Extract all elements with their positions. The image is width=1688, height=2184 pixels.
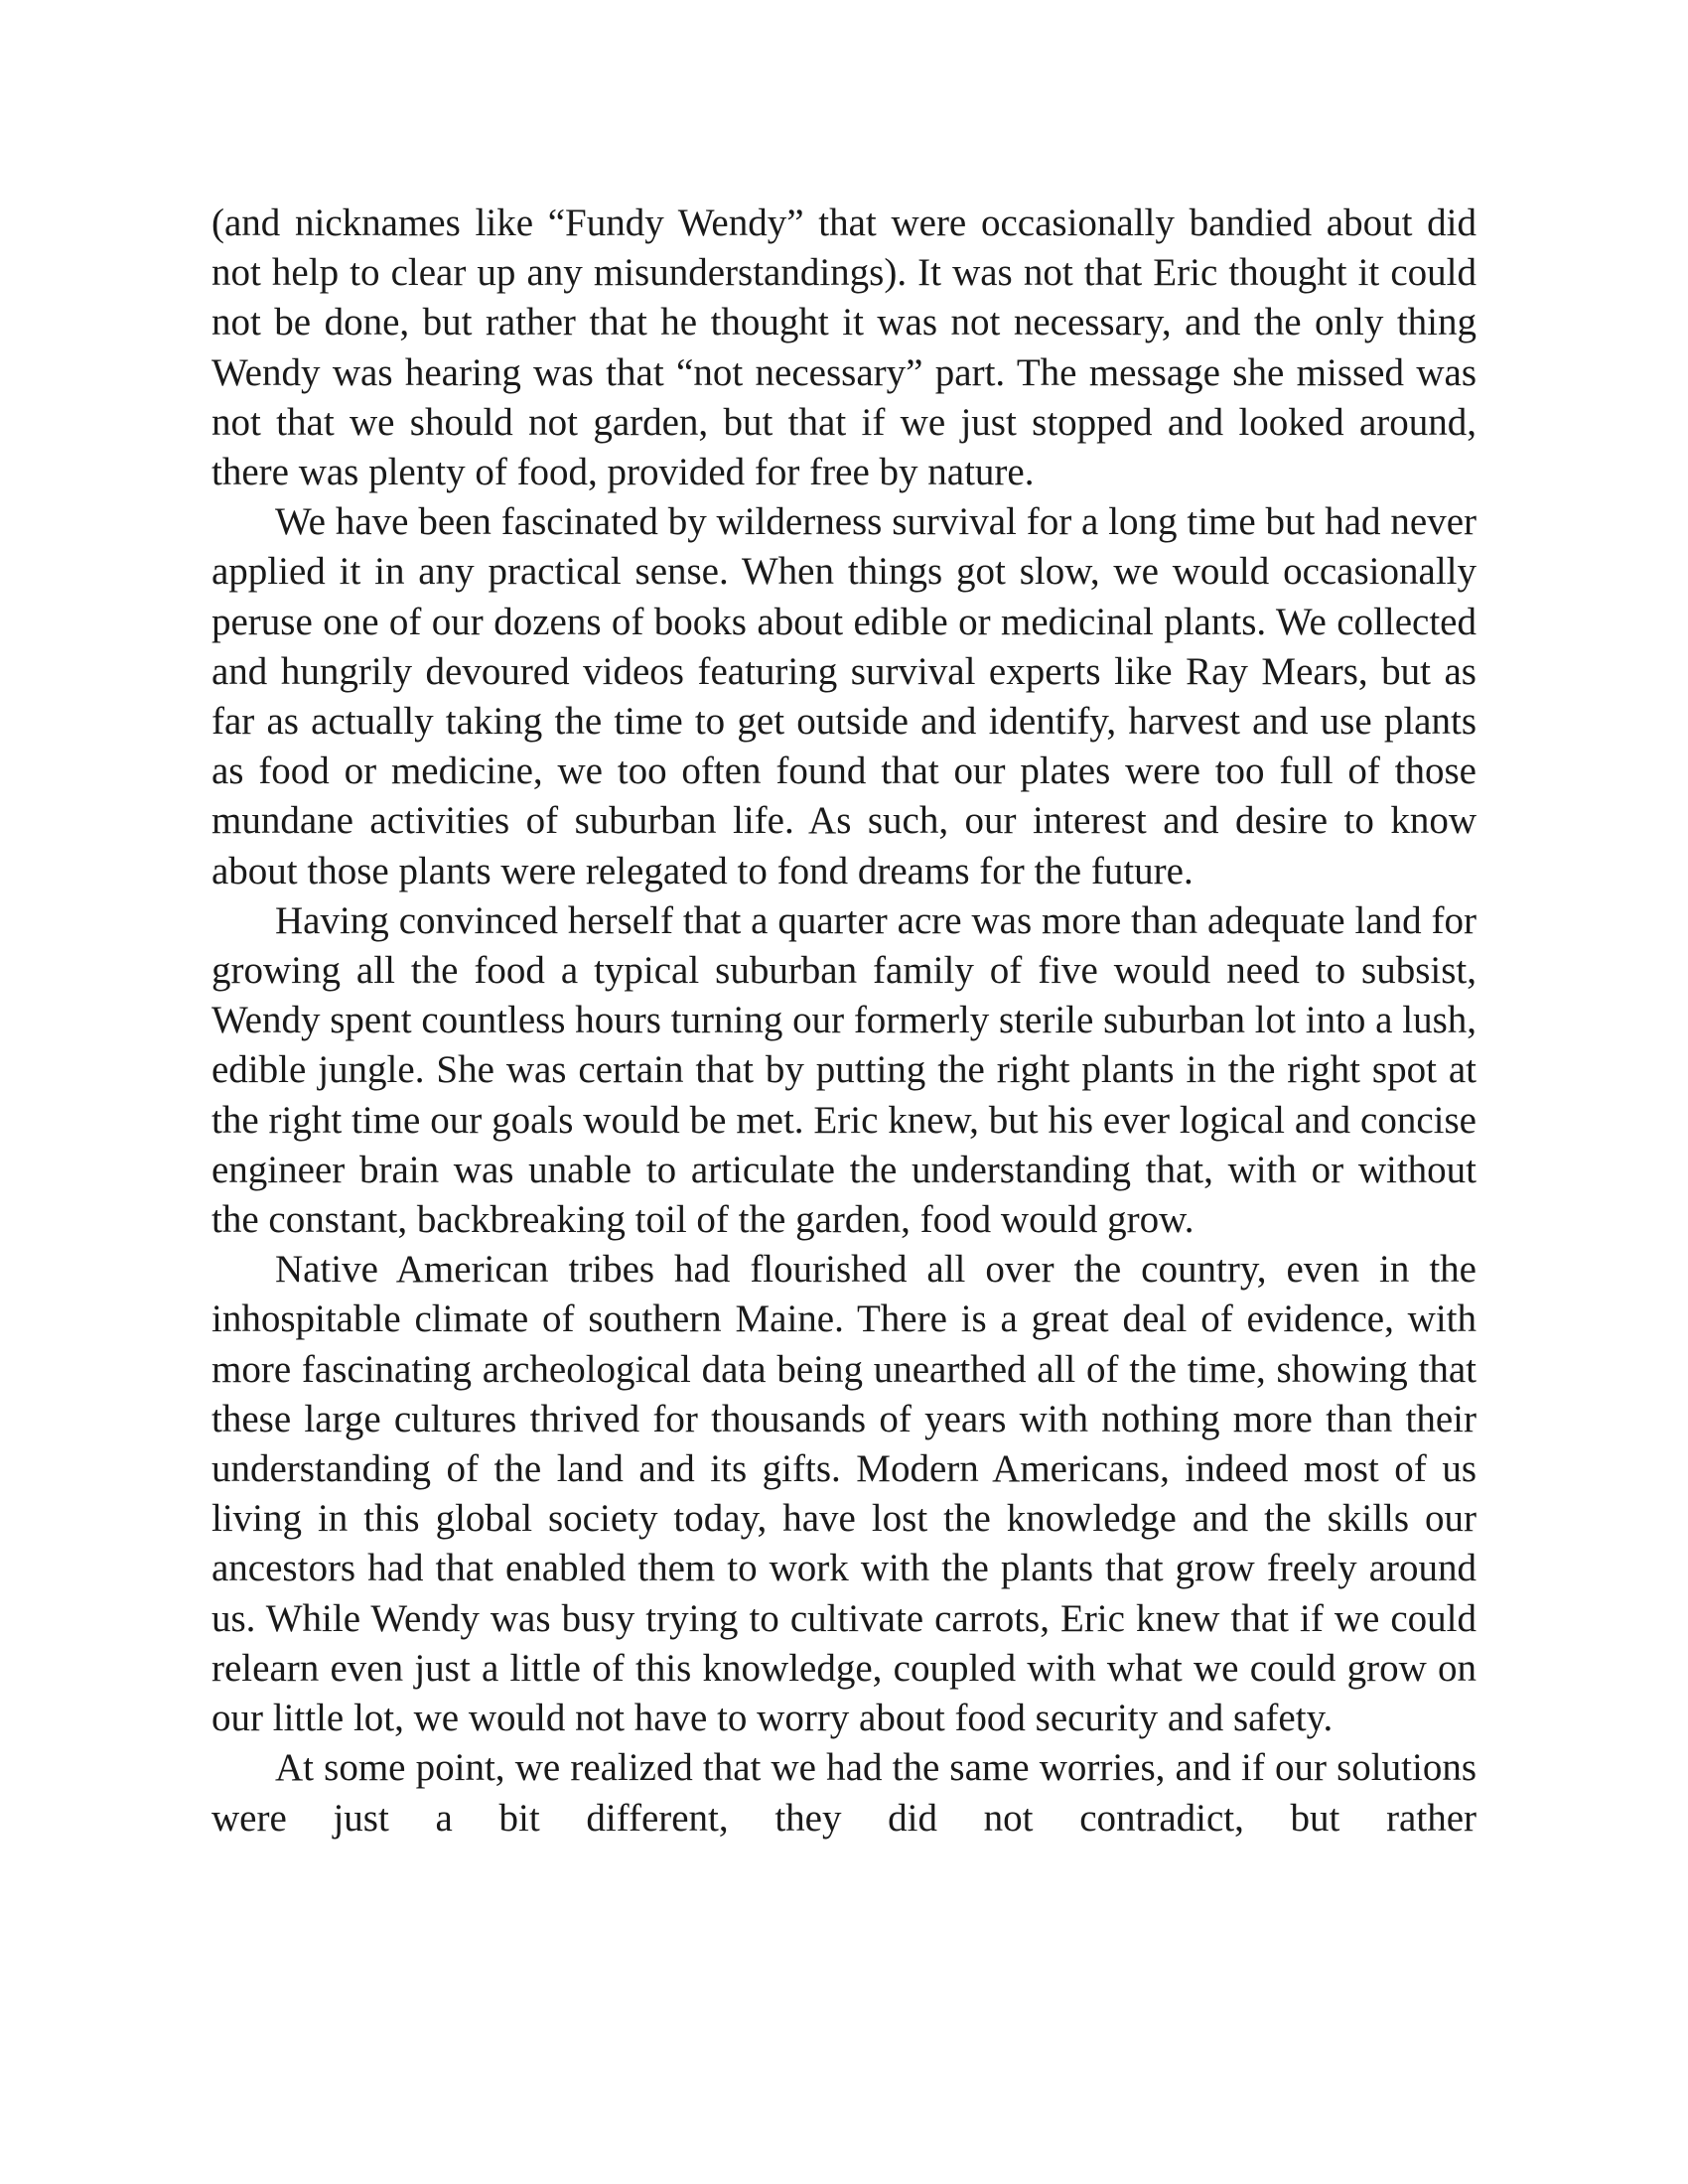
paragraph-5: At some point, we realized that we had the same worries, and if our solutions were just a bit different, they did not contradict, but rather	[211, 1746, 1477, 1840]
paragraph-4: Native American tribes had flourished all over the country, even in the inhospitable climate of southern Maine. There is a great deal of evidence, with more fascinating archeological data being unearthed all of the time, showing that these large cultures thrived for thousands of years with nothing more than their understanding of the land and its gifts. Modern Americans, indeed most of us living in this global society today, have lost the knowledge and the skills our ancestors had that enabled them to work with the plants that grow freely around us. While Wendy was busy trying to cultivate carrots, Eric knew that if we could relearn even just a little of this knowledge, coupled with what we could grow on our little lot, we would not have to worry about food security and safety.	[211, 1248, 1477, 1740]
paragraph-3: Having convinced herself that a quarter acre was more than adequate land for growing all the food a typical suburban family of five would need to subsist, Wendy spent countless hours turning our formerly sterile suburban lot into a lush, edible jungle. She was certain that by putting the right plants in the right spot at the right time our goals would be met. Eric knew, but his ever logical and concise engineer brain was unable to articulate the understanding that, with or without the constant, backbreaking toil of the garden, food would grow.	[211, 898, 1477, 1242]
body-text	[211, 199, 1477, 1843]
paragraph-1: (and nicknames like “Fundy Wendy” that were occasionally bandied about did not help to clear up any misunderstandings). It was not that Eric thought it could not be done, but rather that he thought it was not necessary, and the only thing Wendy was hearing was that “not necessary” part. The message she missed was not that we should not garden, but that if we just stopped and looked around, there was plenty of food, provided for free by nature.	[211, 202, 1477, 494]
paragraph-2: We have been fascinated by wilderness survival for a long time but had never applied it in any practical sense. When things got slow, we would occasionally peruse one of our dozens of books about edible or medicinal plants. We collected and hungrily devoured videos featuring survival experts like Ray Mears, but as far as actually taking the time to get outside and identify, harvest and use plants as food or medicine, we too often found that our plates were too full of those mundane activities of suburban life. As such, our interest and desire to know about those plants were relegated to fond dreams for the future.	[211, 500, 1477, 892]
